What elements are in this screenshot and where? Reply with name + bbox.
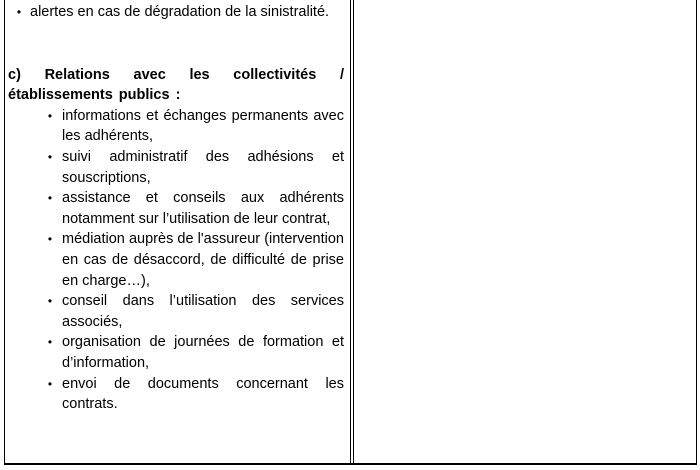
intro-bullet-text: alertes en cas de dégradation de la sinistralité.: [30, 4, 330, 20]
column-divider-double: [353, 0, 354, 463]
bullet-icon: •: [47, 191, 53, 206]
bullet-icon: •: [47, 294, 53, 309]
column-divider: [350, 0, 351, 465]
bullet-icon: •: [47, 376, 53, 391]
list-item-text: suivi administratif des adhésions et souscriptions,: [62, 148, 344, 186]
right-table-cell-empty: [355, 0, 695, 463]
section-heading: c) Relations avec les collectivités / établissements publics :: [8, 66, 344, 104]
list-item-text: informations et échanges permanents avec les adhérents,: [62, 107, 344, 145]
bullet-icon: •: [47, 335, 53, 350]
list-item-text: envoi de documents concernant les contrats.: [62, 375, 344, 413]
bullet-icon: •: [47, 108, 53, 123]
list-item: [8, 374, 344, 415]
list-item: [8, 291, 344, 332]
bullet-list: [8, 106, 344, 415]
bullet-icon: •: [47, 149, 53, 164]
bullet-icon: •: [16, 5, 22, 19]
list-item-text: organisation de journées de formation et d’information,: [62, 334, 344, 371]
bullet-icon: •: [47, 232, 53, 247]
left-table-cell: [8, 2, 344, 462]
intro-bullet-item: [8, 2, 344, 23]
list-item: [8, 332, 344, 373]
list-item: [8, 147, 344, 188]
list-item-text: assistance et conseils aux adhérents notamment sur l’utilisation de leur contrat,: [62, 190, 344, 227]
list-item: [8, 229, 344, 291]
list-item-text: médiation auprès de l'assureur (intervention en cas de désaccord, de difficulté de prise en charge…),: [62, 231, 344, 289]
list-item: [8, 106, 344, 147]
list-item-text: conseil dans l’utilisation des services associés,: [62, 293, 344, 330]
spacer: [8, 23, 344, 65]
list-item: [8, 188, 344, 229]
